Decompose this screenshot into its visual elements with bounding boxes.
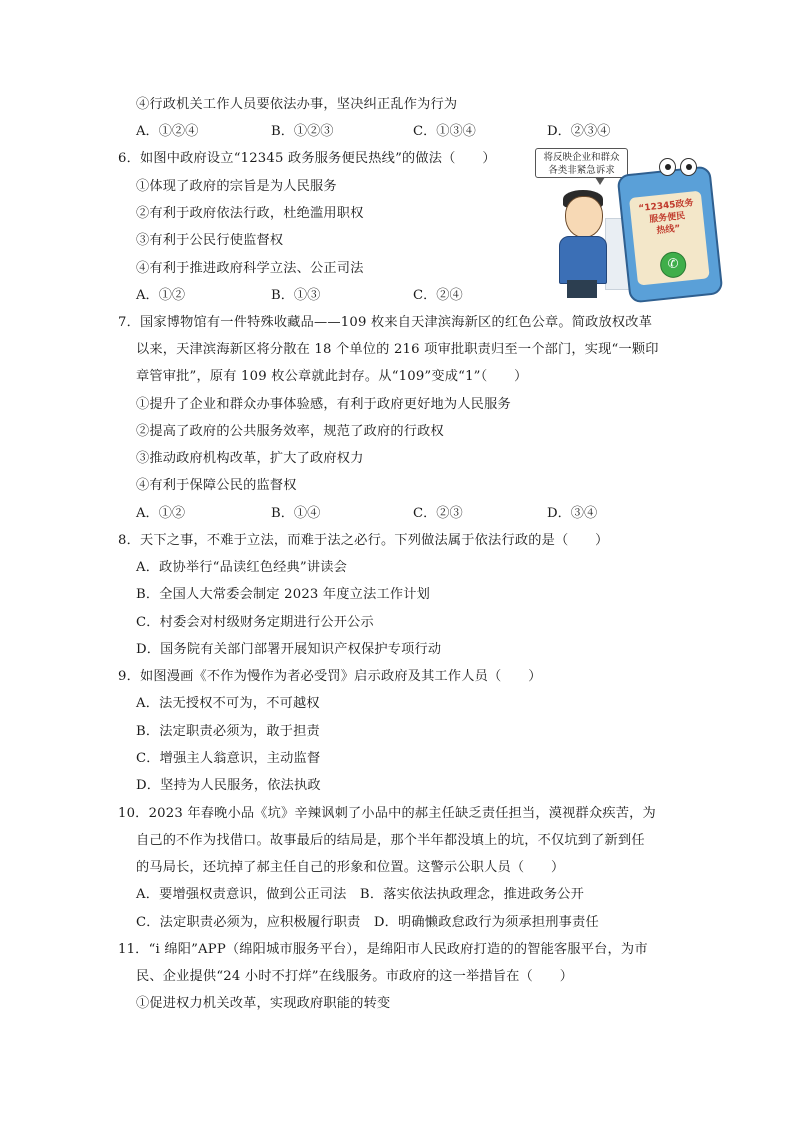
q7-item-2: ②提高了政府的公共服务效率，规范了政府的行政权 (136, 424, 444, 439)
eye-icon (680, 158, 697, 176)
q5-item-4: ④行政机关工作人员要依法办事，坚决纠正乱作为行为 (136, 97, 458, 112)
q10-stem-2: 自己的不作为找借口。故事最后的结局是，那个半年都没填上的坑，不仅坑到了新到任 (136, 833, 645, 848)
q8-stem: 8．天下之事，不难于立法，而难于法之必行。下列做法属于依法行政的是（ ） (118, 533, 609, 548)
q5-option-a: A．①②④ (136, 124, 199, 139)
q7-stem-3: 章管审批”，原有 109 枚公章就此封存。从“109”变成“1”（ ） (136, 369, 528, 384)
q6-stem: 6．如图中政府设立“12345 政务服务便民热线”的做法（ ） (118, 151, 496, 166)
q10-stem-1: 10．2023 年春晚小品《坑》辛辣讽刺了小品中的郝主任缺乏责任担当，漠视群众疾苦，为 (118, 806, 656, 821)
q7-item-4: ④有利于保障公民的监督权 (136, 478, 297, 493)
q7-option-b: B．①④ (271, 506, 321, 521)
bubble-line-1: 将反映企业和群众 (543, 152, 620, 163)
q6-item-1: ①体现了政府的宗旨是为人民服务 (136, 179, 337, 194)
phone-label-line-3: 热线” (656, 223, 681, 237)
q9-stem: 9．如图漫画《不作为慢作为者必受罚》启示政府及其工作人员（ ） (118, 669, 542, 684)
speech-bubble (535, 148, 628, 178)
q6-item-4: ④有利于推进政府科学立法、公正司法 (136, 261, 364, 276)
bubble-line-2: 各类非紧急诉求 (548, 165, 615, 176)
q7-option-d: D．③④ (547, 506, 598, 521)
q6-option-b: B．①③ (271, 288, 321, 303)
q10-options-cd: C．法定职责必须为，应积极履行职责 D．明确懒政怠政行为须承担刑事责任 (136, 915, 599, 930)
q9-option-d: D．坚持为人民服务，依法执政 (136, 778, 321, 793)
bubble-tail (595, 177, 605, 185)
q8-option-b: B．全国人大常委会制定 2023 年度立法工作计划 (136, 587, 431, 602)
q9-option-a: A．法无授权不可为，不可越权 (136, 696, 320, 711)
q9-option-b: B．法定职责必须为，敢于担责 (136, 724, 320, 739)
phone-label-line-1: “12345政务 (638, 198, 695, 215)
person-body (559, 236, 607, 284)
q11-item-1: ①促进权力机关改革，实现政府职能的转变 (136, 996, 391, 1011)
person-head (565, 196, 603, 238)
q7-item-3: ③推动政府机构改革，扩大了政府权力 (136, 451, 364, 466)
q11-stem-2: 民、企业提供“24 小时不打烊”在线服务。市政府的这一举措旨在（ ） (136, 969, 574, 984)
q7-stem-1: 7．国家博物馆有一件特殊收藏品——109 枚来自天津滨海新区的红色公章。简政放权改革 (118, 315, 653, 330)
q5-option-c: C．①③④ (413, 124, 476, 139)
q8-option-a: A．政协举行“品读红色经典”讲读会 (136, 560, 348, 575)
hotline-cartoon (535, 148, 725, 300)
phone-label (632, 197, 703, 240)
q6-option-c: C．②④ (413, 288, 463, 303)
q7-stem-2: 以来，天津滨海新区将分散在 18 个单位的 216 项审批职责归至一个部门，实现“一颗印 (136, 342, 659, 357)
q11-stem-1: 11．“i 绵阳”APP（绵阳城市服务平台），是绵阳市人民政府打造的的智能客服平台，为市 (118, 942, 648, 957)
q7-item-1: ①提升了企业和群众办事体验感，有利于政府更好地为人民服务 (136, 397, 511, 412)
person-legs (567, 280, 597, 298)
phone-label-line-2: 服务便民 (648, 211, 686, 226)
q7-option-a: A．①② (136, 506, 186, 521)
q8-option-d: D．国务院有关部门部署开展知识产权保护专项行动 (136, 642, 442, 657)
q10-stem-3: 的马局长，还坑掉了郝主任自己的形象和位置。这警示公职人员（ ） (136, 860, 565, 875)
phone-screen (629, 191, 710, 286)
q8-option-c: C．村委会对村级财务定期进行公开公示 (136, 615, 374, 630)
q9-option-c: C．增强主人翁意识，主动监督 (136, 751, 321, 766)
q6-item-2: ②有利于政府依法行政，杜绝滥用职权 (136, 206, 364, 221)
phone-icon: ✆ (659, 251, 688, 280)
eye-icon (659, 158, 676, 176)
q10-options-ab: A．要增强权责意识，做到公正司法 B．落实依法执政理念，推进政务公开 (136, 887, 585, 902)
phone-character (617, 165, 724, 303)
q7-option-c: C．②③ (413, 506, 463, 521)
phone-eyes (659, 158, 697, 176)
q6-option-a: A．①② (136, 288, 186, 303)
q5-option-d: D．②③④ (547, 124, 611, 139)
q5-option-b: B．①②③ (271, 124, 334, 139)
q6-item-3: ③有利于公民行使监督权 (136, 233, 284, 248)
